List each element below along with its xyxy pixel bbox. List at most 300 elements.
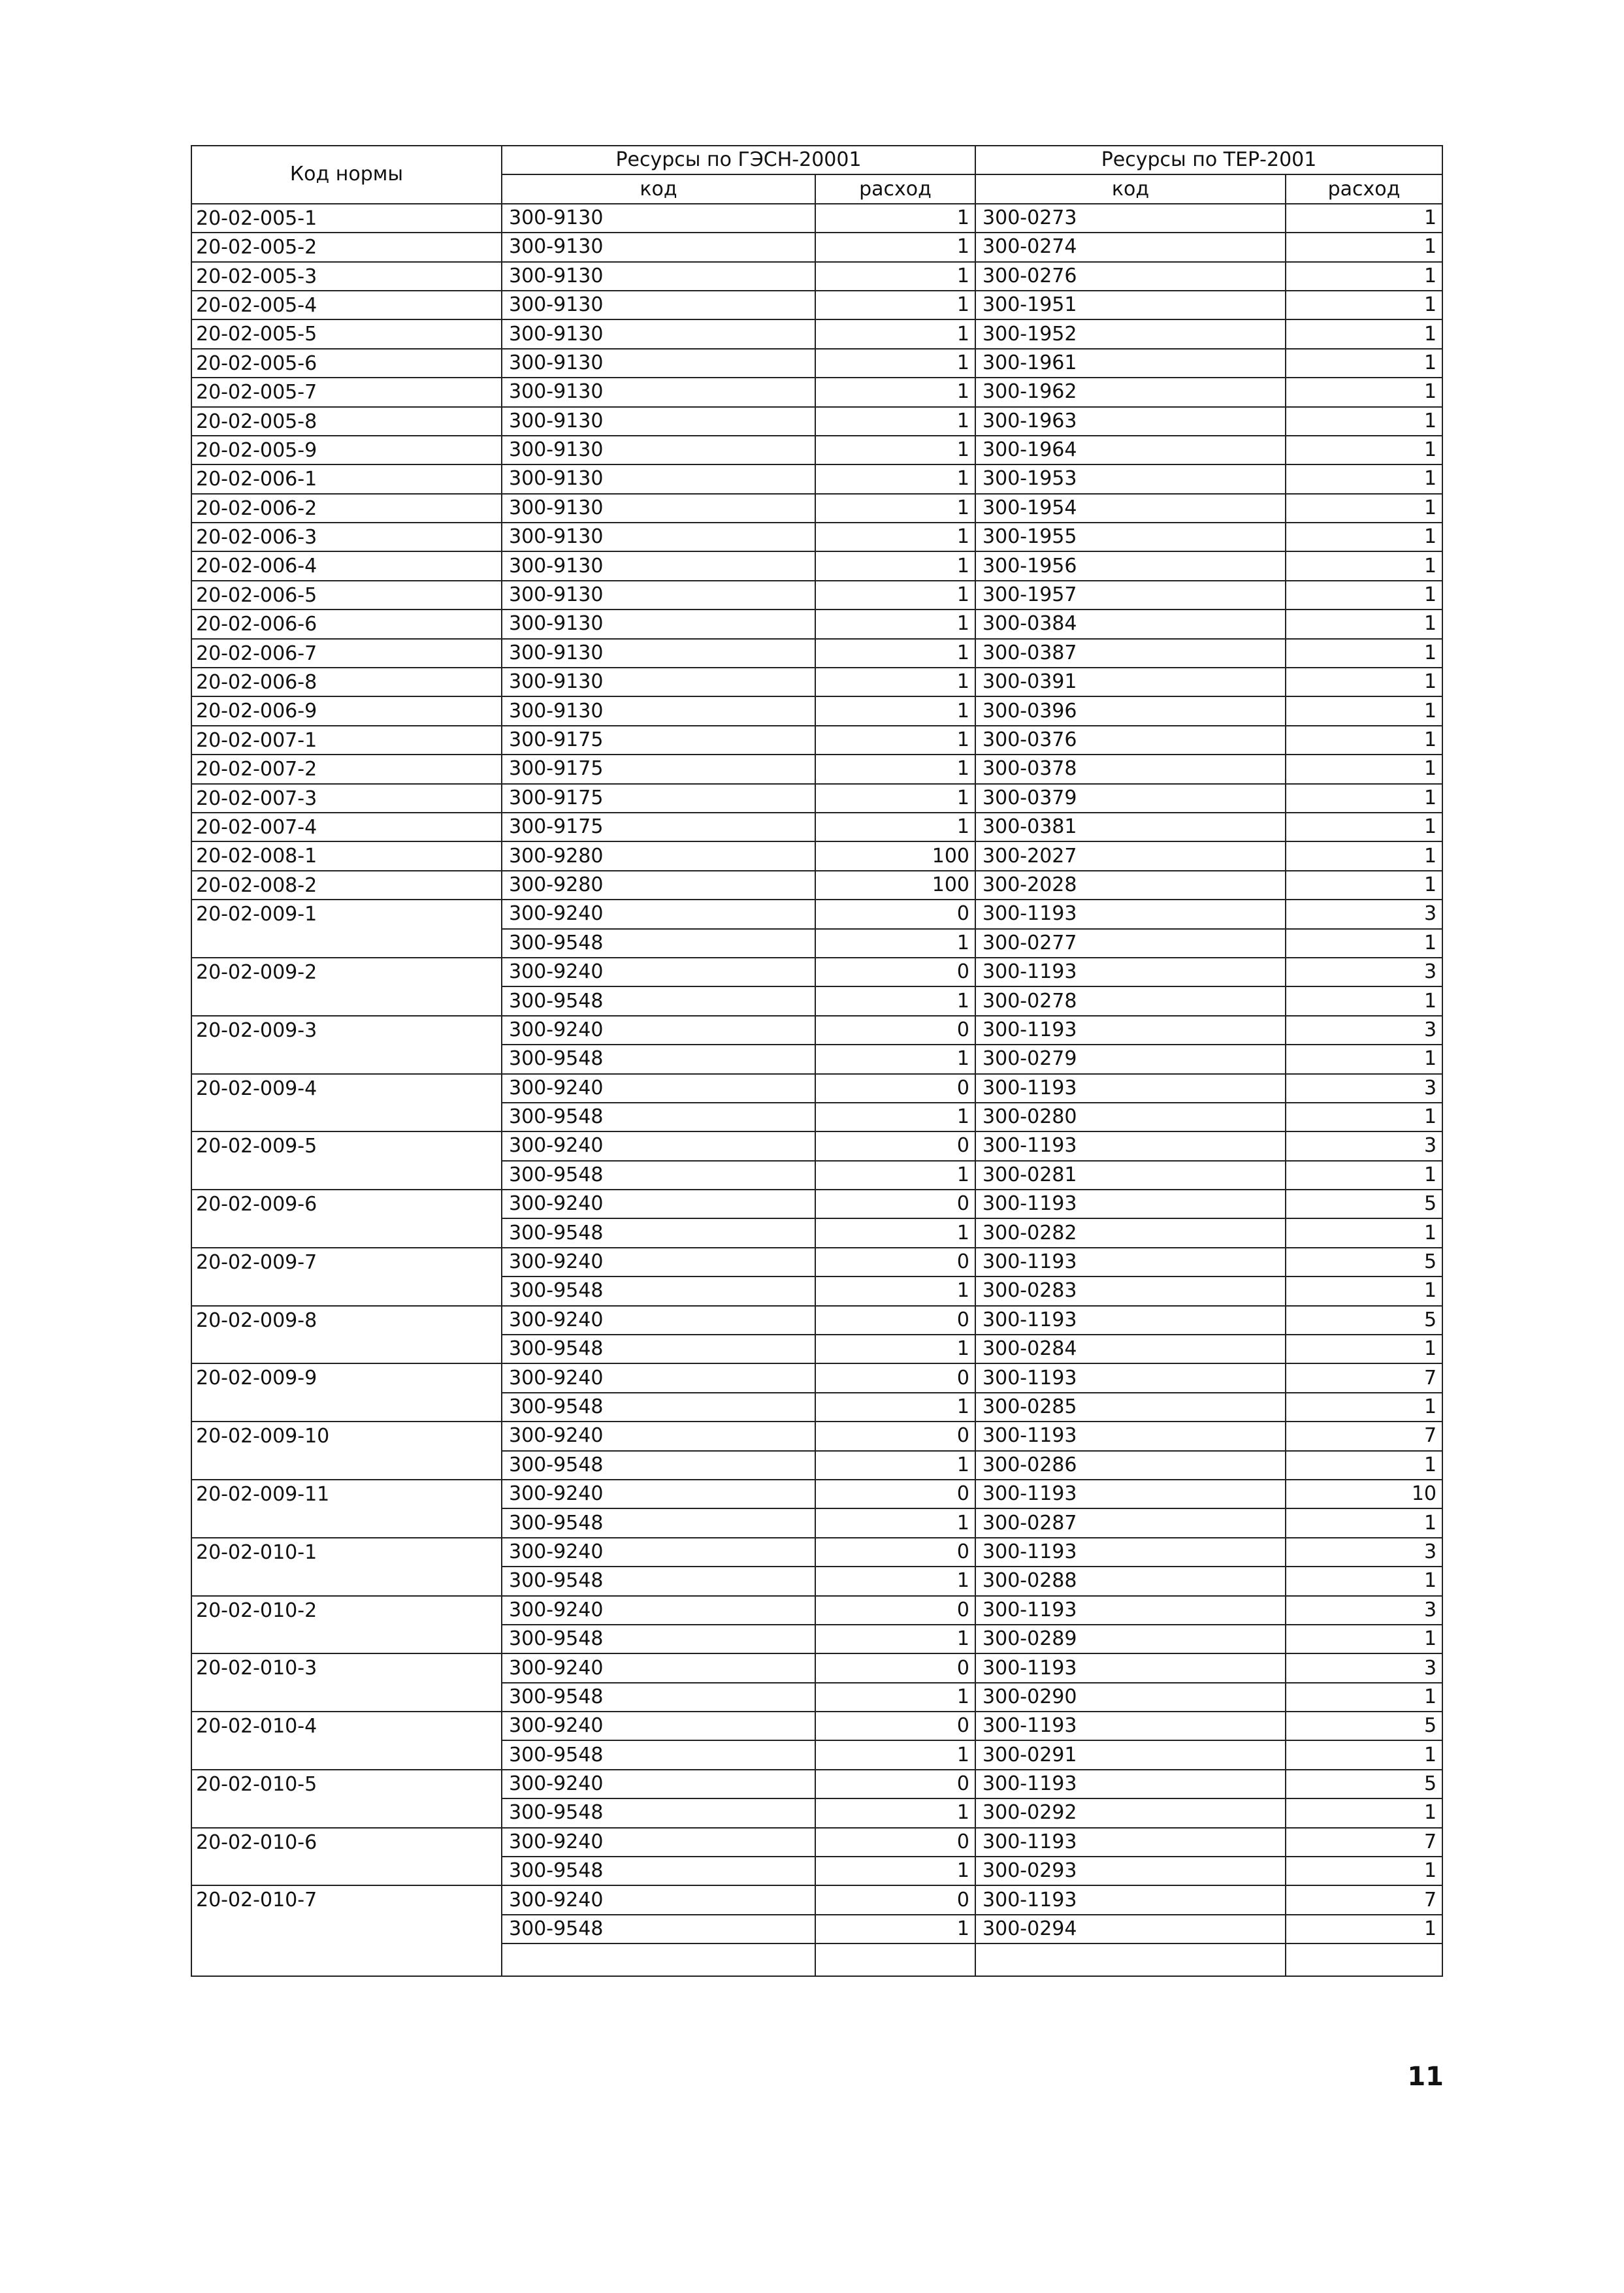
ter-consumption-cell: 1	[1286, 523, 1442, 551]
gesn-consumption-cell: 1	[815, 1625, 975, 1653]
gesn-consumption-cell: 0	[815, 900, 975, 928]
gesn-code-cell: 300-9548	[502, 1045, 815, 1073]
gesn-consumption-cell: 1	[815, 464, 975, 493]
table-row	[191, 581, 1442, 610]
gesn-consumption-cell: 0	[815, 1131, 975, 1160]
gesn-consumption-cell: 0	[815, 1596, 975, 1625]
gesn-consumption-cell: 1	[815, 319, 975, 348]
table-row	[191, 233, 1442, 261]
ter-consumption-cell: 3	[1286, 1538, 1442, 1567]
norm-code-cell: 20-02-009-3	[191, 1016, 502, 1074]
gesn-code-cell: 300-9130	[502, 494, 815, 523]
gesn-consumption-cell: 1	[815, 349, 975, 378]
norm-code-cell: 20-02-009-6	[191, 1190, 502, 1248]
norm-code-cell: 20-02-010-2	[191, 1596, 502, 1654]
ter-consumption-cell: 1	[1286, 755, 1442, 783]
gesn-code-cell: 300-9548	[502, 1625, 815, 1653]
gesn-consumption-cell: 1	[815, 1567, 975, 1595]
table-row	[191, 1653, 1442, 1682]
ter-code-cell: 300-0282	[975, 1218, 1286, 1247]
ter-consumption-cell: 7	[1286, 1828, 1442, 1857]
gesn-consumption-cell: 1	[815, 291, 975, 319]
table-row	[191, 349, 1442, 378]
ter-code-cell: 300-0378	[975, 755, 1286, 783]
ter-code-cell: 300-0294	[975, 1915, 1286, 1943]
ter-code-header: код	[975, 174, 1286, 203]
norm-code-cell: 20-02-005-7	[191, 378, 502, 406]
norm-code-cell: 20-02-010-1	[191, 1538, 502, 1596]
ter-consumption-cell: 5	[1286, 1712, 1442, 1740]
table-row	[191, 841, 1442, 870]
ter-consumption-cell: 1	[1286, 1103, 1442, 1131]
gesn-consumption-cell: 1	[815, 1161, 975, 1190]
ter-consumption-cell: 3	[1286, 1016, 1442, 1045]
ter-consumption-cell: 1	[1286, 233, 1442, 261]
gesn-code-cell: 300-9130	[502, 436, 815, 464]
ter-consumption-cell: 1	[1286, 291, 1442, 319]
ter-consumption-cell: 1	[1286, 1451, 1442, 1480]
table-row	[191, 464, 1442, 493]
gesn-code-cell: 300-9175	[502, 755, 815, 783]
ter-consumption-cell: 3	[1286, 900, 1442, 928]
ter-consumption-cell: 1	[1286, 204, 1442, 233]
gesn-consumption-cell: 1	[815, 1857, 975, 1885]
norm-code-cell: 20-02-006-2	[191, 494, 502, 523]
gesn-code-cell: 300-9280	[502, 841, 815, 870]
ter-code-cell: 300-1193	[975, 1016, 1286, 1045]
ter-code-cell: 300-0280	[975, 1103, 1286, 1131]
ter-code-cell: 300-0376	[975, 726, 1286, 755]
ter-code-cell: 300-0391	[975, 668, 1286, 696]
ter-consumption-cell: 3	[1286, 1131, 1442, 1160]
norm-code-cell: 20-02-006-9	[191, 696, 502, 725]
gesn-consumption-cell: 1	[815, 1740, 975, 1769]
ter-code-cell: 300-0291	[975, 1740, 1286, 1769]
gesn-code-cell: 300-9175	[502, 813, 815, 841]
gesn-consumption-cell: 100	[815, 871, 975, 900]
gesn-consumption-cell: 1	[815, 378, 975, 406]
gesn-code-cell: 300-9280	[502, 871, 815, 900]
ter-consumption-cell: 1	[1286, 551, 1442, 580]
ter-code-cell: 300-1961	[975, 349, 1286, 378]
gesn-code-cell: 300-9240	[502, 1828, 815, 1857]
norm-code-cell: 20-02-005-8	[191, 407, 502, 436]
ter-code-cell: 300-1193	[975, 1131, 1286, 1160]
table-row	[191, 1596, 1442, 1625]
gesn-consumption-cell: 1	[815, 407, 975, 436]
ter-code-cell: 300-1951	[975, 291, 1286, 319]
norm-code-cell: 20-02-008-1	[191, 841, 502, 870]
norm-code-cell: 20-02-006-8	[191, 668, 502, 696]
ter-code-cell: 300-0284	[975, 1335, 1286, 1363]
norm-code-cell: 20-02-009-7	[191, 1248, 502, 1306]
ter-consumption-cell: 1	[1286, 841, 1442, 870]
table-row	[191, 1016, 1442, 1045]
gesn-consumption-cell: 1	[815, 551, 975, 580]
table-row	[191, 1828, 1442, 1857]
ter-code-cell: 300-1193	[975, 1538, 1286, 1567]
gesn-consumption-cell: 0	[815, 1306, 975, 1335]
ter-consumption-cell: 1	[1286, 1335, 1442, 1363]
gesn-consumption-cell: 0	[815, 1538, 975, 1567]
page-number: 11	[1407, 2062, 1444, 2092]
ter-consumption-cell: 1	[1286, 1915, 1442, 1943]
ter-consumption-cell: 10	[1286, 1480, 1442, 1508]
ter-consumption-cell: 1	[1286, 639, 1442, 668]
gesn-consumption-cell: 1	[815, 784, 975, 813]
ter-code-cell: 300-1952	[975, 319, 1286, 348]
gesn-consumption-cell: 1	[815, 204, 975, 233]
gesn-consumption-cell: 1	[815, 1218, 975, 1247]
gesn-consumption-cell: 0	[815, 1770, 975, 1798]
gesn-code-cell: 300-9130	[502, 551, 815, 580]
gesn-code-cell: 300-9130	[502, 668, 815, 696]
gesn-code-cell: 300-9240	[502, 1363, 815, 1392]
ter-code-cell: 300-1193	[975, 1190, 1286, 1218]
gesn-code-cell: 300-9130	[502, 349, 815, 378]
gesn-code-cell: 300-9240	[502, 1712, 815, 1740]
gesn-code-cell: 300-9548	[502, 1915, 815, 1943]
ter-consumption-cell: 1	[1286, 1683, 1442, 1712]
norm-code-cell: 20-02-008-2	[191, 871, 502, 900]
ter-consumption-cell: 1	[1286, 464, 1442, 493]
gesn-consumption-cell: 1	[815, 1915, 975, 1943]
gesn-code-cell: 300-9130	[502, 378, 815, 406]
table-row	[191, 871, 1442, 900]
ter-consumption-cell: 1	[1286, 1045, 1442, 1073]
gesn-code-cell: 300-9548	[502, 929, 815, 958]
gesn-consumption-cell: 1	[815, 581, 975, 610]
ter-code-cell: 300-1193	[975, 1770, 1286, 1798]
ter-consumption-cell: 1	[1286, 1567, 1442, 1595]
norm-code-cell: 20-02-009-8	[191, 1306, 502, 1364]
gesn-code-cell: 300-9548	[502, 1740, 815, 1769]
ter-consumption-cell: 1	[1286, 986, 1442, 1015]
ter-consumption-cell: 5	[1286, 1248, 1442, 1277]
ter-code-cell: 300-1953	[975, 464, 1286, 493]
table-row	[191, 494, 1442, 523]
table-row	[191, 639, 1442, 668]
empty-cell	[502, 1943, 815, 1976]
norm-code-cell: 20-02-006-6	[191, 610, 502, 638]
table-row	[191, 407, 1442, 436]
ter-consumption-cell: 5	[1286, 1306, 1442, 1335]
gesn-consumption-cell: 1	[815, 610, 975, 638]
ter-resources-header: Ресурсы по ТЕР-2001	[975, 146, 1442, 174]
table-row	[191, 1712, 1442, 1740]
norm-code-header: Код нормы	[191, 146, 502, 204]
ter-consumption-cell: 1	[1286, 262, 1442, 291]
ter-code-cell: 300-0387	[975, 639, 1286, 668]
gesn-consumption-cell: 1	[815, 494, 975, 523]
norm-code-cell: 20-02-010-6	[191, 1828, 502, 1886]
ter-code-cell: 300-1193	[975, 1596, 1286, 1625]
table-header	[191, 146, 1442, 204]
gesn-consumption-cell: 0	[815, 958, 975, 986]
table-row	[191, 958, 1442, 986]
gesn-consumption-cell: 1	[815, 1798, 975, 1827]
gesn-consumption-cell: 1	[815, 639, 975, 668]
ter-code-cell: 300-1193	[975, 1074, 1286, 1103]
table-row	[191, 1480, 1442, 1508]
ter-code-cell: 300-0286	[975, 1451, 1286, 1480]
norm-code-cell: 20-02-006-4	[191, 551, 502, 580]
gesn-code-cell: 300-9240	[502, 1422, 815, 1450]
table-row	[191, 668, 1442, 696]
ter-code-cell: 300-1193	[975, 1422, 1286, 1450]
gesn-code-cell: 300-9130	[502, 523, 815, 551]
table-row	[191, 1885, 1442, 1914]
gesn-code-cell: 300-9548	[502, 1218, 815, 1247]
table-row	[191, 755, 1442, 783]
table-row	[191, 1363, 1442, 1392]
gesn-consumption-cell: 1	[815, 986, 975, 1015]
gesn-code-cell: 300-9240	[502, 900, 815, 928]
ter-code-cell: 300-0396	[975, 696, 1286, 725]
gesn-code-cell: 300-9548	[502, 1103, 815, 1131]
ter-code-cell: 300-1955	[975, 523, 1286, 551]
gesn-code-cell: 300-9130	[502, 319, 815, 348]
ter-consumption-cell: 1	[1286, 1393, 1442, 1422]
ter-consumption-cell: 1	[1286, 1277, 1442, 1305]
gesn-code-cell: 300-9240	[502, 1248, 815, 1277]
gesn-code-cell: 300-9130	[502, 233, 815, 261]
norm-code-cell: 20-02-009-10	[191, 1422, 502, 1480]
gesn-code-cell: 300-9130	[502, 291, 815, 319]
gesn-consumption-cell: 1	[815, 755, 975, 783]
table-row	[191, 784, 1442, 813]
gesn-consumption-cell: 0	[815, 1712, 975, 1740]
ter-consumption-cell: 1	[1286, 610, 1442, 638]
ter-code-cell: 300-0287	[975, 1508, 1286, 1537]
gesn-consumption-cell: 1	[815, 1277, 975, 1305]
ter-code-cell: 300-0384	[975, 610, 1286, 638]
ter-code-cell: 300-1962	[975, 378, 1286, 406]
norm-code-cell: 20-02-009-4	[191, 1074, 502, 1132]
gesn-code-cell: 300-9130	[502, 639, 815, 668]
table-row	[191, 319, 1442, 348]
table-row	[191, 551, 1442, 580]
norm-code-cell: 20-02-010-3	[191, 1653, 502, 1712]
ter-consumption-cell: 1	[1286, 407, 1442, 436]
norm-code-cell: 20-02-009-9	[191, 1363, 502, 1422]
ter-code-cell: 300-1193	[975, 1480, 1286, 1508]
ter-code-cell: 300-0381	[975, 813, 1286, 841]
ter-code-cell: 300-1193	[975, 958, 1286, 986]
gesn-consumption-cell: 1	[815, 1045, 975, 1073]
table-body	[191, 204, 1442, 1976]
resource-table	[191, 145, 1443, 1977]
norm-code-cell: 20-02-007-3	[191, 784, 502, 813]
gesn-consumption-cell: 1	[815, 726, 975, 755]
gesn-consumption-cell: 0	[815, 1422, 975, 1450]
gesn-code-header: код	[502, 174, 815, 203]
gesn-code-cell: 300-9240	[502, 1653, 815, 1682]
gesn-code-cell: 300-9548	[502, 1567, 815, 1595]
ter-consumption-cell: 1	[1286, 668, 1442, 696]
ter-code-cell: 300-0290	[975, 1683, 1286, 1712]
table-row	[191, 204, 1442, 233]
table-row	[191, 378, 1442, 406]
table-row	[191, 523, 1442, 551]
ter-code-cell: 300-1193	[975, 1306, 1286, 1335]
ter-code-cell: 300-2027	[975, 841, 1286, 870]
ter-consumption-cell: 1	[1286, 726, 1442, 755]
gesn-code-cell: 300-9130	[502, 610, 815, 638]
table-row	[191, 1306, 1442, 1335]
ter-code-cell: 300-0274	[975, 233, 1286, 261]
norm-code-cell: 20-02-006-7	[191, 639, 502, 668]
ter-consumption-cell: 1	[1286, 1798, 1442, 1827]
ter-code-cell: 300-1963	[975, 407, 1286, 436]
ter-code-cell: 300-0278	[975, 986, 1286, 1015]
ter-code-cell: 300-1956	[975, 551, 1286, 580]
norm-code-cell: 20-02-007-1	[191, 726, 502, 755]
ter-consumption-cell: 1	[1286, 1857, 1442, 1885]
ter-consumption-cell: 3	[1286, 1074, 1442, 1103]
ter-consumption-cell: 1	[1286, 1625, 1442, 1653]
ter-consumption-cell: 3	[1286, 1596, 1442, 1625]
norm-code-cell: 20-02-009-5	[191, 1131, 502, 1190]
ter-consumption-cell: 1	[1286, 1740, 1442, 1769]
norm-code-cell: 20-02-005-5	[191, 319, 502, 348]
norm-code-cell: 20-02-005-2	[191, 233, 502, 261]
gesn-consumption-cell: 0	[815, 1074, 975, 1103]
gesn-resources-header: Ресурсы по ГЭСН-20001	[502, 146, 975, 174]
gesn-code-cell: 300-9130	[502, 696, 815, 725]
gesn-code-cell: 300-9130	[502, 204, 815, 233]
table-row	[191, 1074, 1442, 1103]
empty-cell	[975, 1943, 1286, 1976]
ter-consumption-cell: 7	[1286, 1422, 1442, 1450]
ter-consumption-cell: 1	[1286, 1218, 1442, 1247]
norm-code-cell: 20-02-005-4	[191, 291, 502, 319]
norm-code-cell: 20-02-005-6	[191, 349, 502, 378]
gesn-code-cell: 300-9548	[502, 1857, 815, 1885]
gesn-consumption-cell: 1	[815, 696, 975, 725]
norm-code-cell: 20-02-009-11	[191, 1480, 502, 1538]
gesn-consumption-cell: 1	[815, 668, 975, 696]
gesn-consumption-cell: 0	[815, 1885, 975, 1914]
table-row	[191, 726, 1442, 755]
ter-code-cell: 300-0283	[975, 1277, 1286, 1305]
table-row	[191, 813, 1442, 841]
gesn-consumption-cell: 1	[815, 1335, 975, 1363]
table-row	[191, 696, 1442, 725]
ter-code-cell: 300-1193	[975, 1363, 1286, 1392]
table-row	[191, 1538, 1442, 1567]
norm-code-cell: 20-02-010-7	[191, 1885, 502, 1976]
gesn-consumption-cell: 0	[815, 1363, 975, 1392]
table-row	[191, 1131, 1442, 1160]
ter-consumption-cell: 5	[1286, 1190, 1442, 1218]
norm-code-cell: 20-02-006-3	[191, 523, 502, 551]
gesn-code-cell: 300-9548	[502, 1451, 815, 1480]
table-row	[191, 436, 1442, 464]
gesn-code-cell: 300-9130	[502, 262, 815, 291]
ter-code-cell: 300-0281	[975, 1161, 1286, 1190]
gesn-code-cell: 300-9240	[502, 1596, 815, 1625]
gesn-code-cell: 300-9548	[502, 1335, 815, 1363]
ter-consumption-cell: 1	[1286, 784, 1442, 813]
ter-consumption-cell: 1	[1286, 581, 1442, 610]
ter-consumption-cell: 1	[1286, 929, 1442, 958]
gesn-code-cell: 300-9240	[502, 1885, 815, 1914]
ter-code-cell: 300-2028	[975, 871, 1286, 900]
gesn-consumption-cell: 1	[815, 929, 975, 958]
table-row	[191, 1422, 1442, 1450]
norm-code-cell: 20-02-009-2	[191, 958, 502, 1016]
gesn-code-cell: 300-9548	[502, 1277, 815, 1305]
gesn-code-cell: 300-9548	[502, 1508, 815, 1537]
ter-code-cell: 300-0379	[975, 784, 1286, 813]
gesn-consumption-cell: 100	[815, 841, 975, 870]
norm-code-cell: 20-02-005-3	[191, 262, 502, 291]
ter-consumption-cell: 1	[1286, 1508, 1442, 1537]
gesn-code-cell: 300-9175	[502, 784, 815, 813]
ter-consumption-cell: 1	[1286, 436, 1442, 464]
gesn-consumption-cell: 1	[815, 262, 975, 291]
norm-code-cell: 20-02-007-4	[191, 813, 502, 841]
gesn-code-cell: 300-9130	[502, 464, 815, 493]
ter-consumption-cell: 1	[1286, 813, 1442, 841]
table-row	[191, 1248, 1442, 1277]
ter-code-cell: 300-0279	[975, 1045, 1286, 1073]
gesn-consumption-cell: 0	[815, 1190, 975, 1218]
ter-consumption-cell: 1	[1286, 319, 1442, 348]
gesn-code-cell: 300-9240	[502, 1306, 815, 1335]
table-row	[191, 900, 1442, 928]
norm-code-cell: 20-02-005-1	[191, 204, 502, 233]
ter-consumption-header: расход	[1286, 174, 1442, 203]
ter-code-cell: 300-0276	[975, 262, 1286, 291]
gesn-consumption-cell: 1	[815, 233, 975, 261]
gesn-consumption-cell: 1	[815, 523, 975, 551]
norm-code-cell: 20-02-005-9	[191, 436, 502, 464]
norm-code-cell: 20-02-006-5	[191, 581, 502, 610]
ter-code-cell: 300-0289	[975, 1625, 1286, 1653]
ter-code-cell: 300-1193	[975, 1885, 1286, 1914]
ter-consumption-cell: 1	[1286, 696, 1442, 725]
gesn-consumption-cell: 0	[815, 1653, 975, 1682]
ter-code-cell: 300-0292	[975, 1798, 1286, 1827]
ter-code-cell: 300-1193	[975, 1248, 1286, 1277]
ter-code-cell: 300-1193	[975, 900, 1286, 928]
norm-code-cell: 20-02-010-5	[191, 1770, 502, 1828]
gesn-consumption-cell: 1	[815, 1393, 975, 1422]
norm-code-cell: 20-02-009-1	[191, 900, 502, 958]
ter-consumption-cell: 5	[1286, 1770, 1442, 1798]
gesn-code-cell: 300-9240	[502, 1131, 815, 1160]
table-row	[191, 1770, 1442, 1798]
norm-code-cell: 20-02-010-4	[191, 1712, 502, 1770]
gesn-code-cell: 300-9240	[502, 1074, 815, 1103]
gesn-code-cell: 300-9548	[502, 1393, 815, 1422]
gesn-consumption-cell: 0	[815, 1248, 975, 1277]
gesn-consumption-cell: 1	[815, 813, 975, 841]
gesn-code-cell: 300-9548	[502, 1683, 815, 1712]
gesn-consumption-cell: 1	[815, 1103, 975, 1131]
ter-code-cell: 300-1957	[975, 581, 1286, 610]
norm-code-cell: 20-02-007-2	[191, 755, 502, 783]
gesn-code-cell: 300-9548	[502, 1161, 815, 1190]
gesn-code-cell: 300-9130	[502, 407, 815, 436]
gesn-code-cell: 300-9240	[502, 1538, 815, 1567]
ter-consumption-cell: 3	[1286, 958, 1442, 986]
gesn-consumption-cell: 1	[815, 1683, 975, 1712]
ter-code-cell: 300-1964	[975, 436, 1286, 464]
gesn-consumption-cell: 1	[815, 1451, 975, 1480]
